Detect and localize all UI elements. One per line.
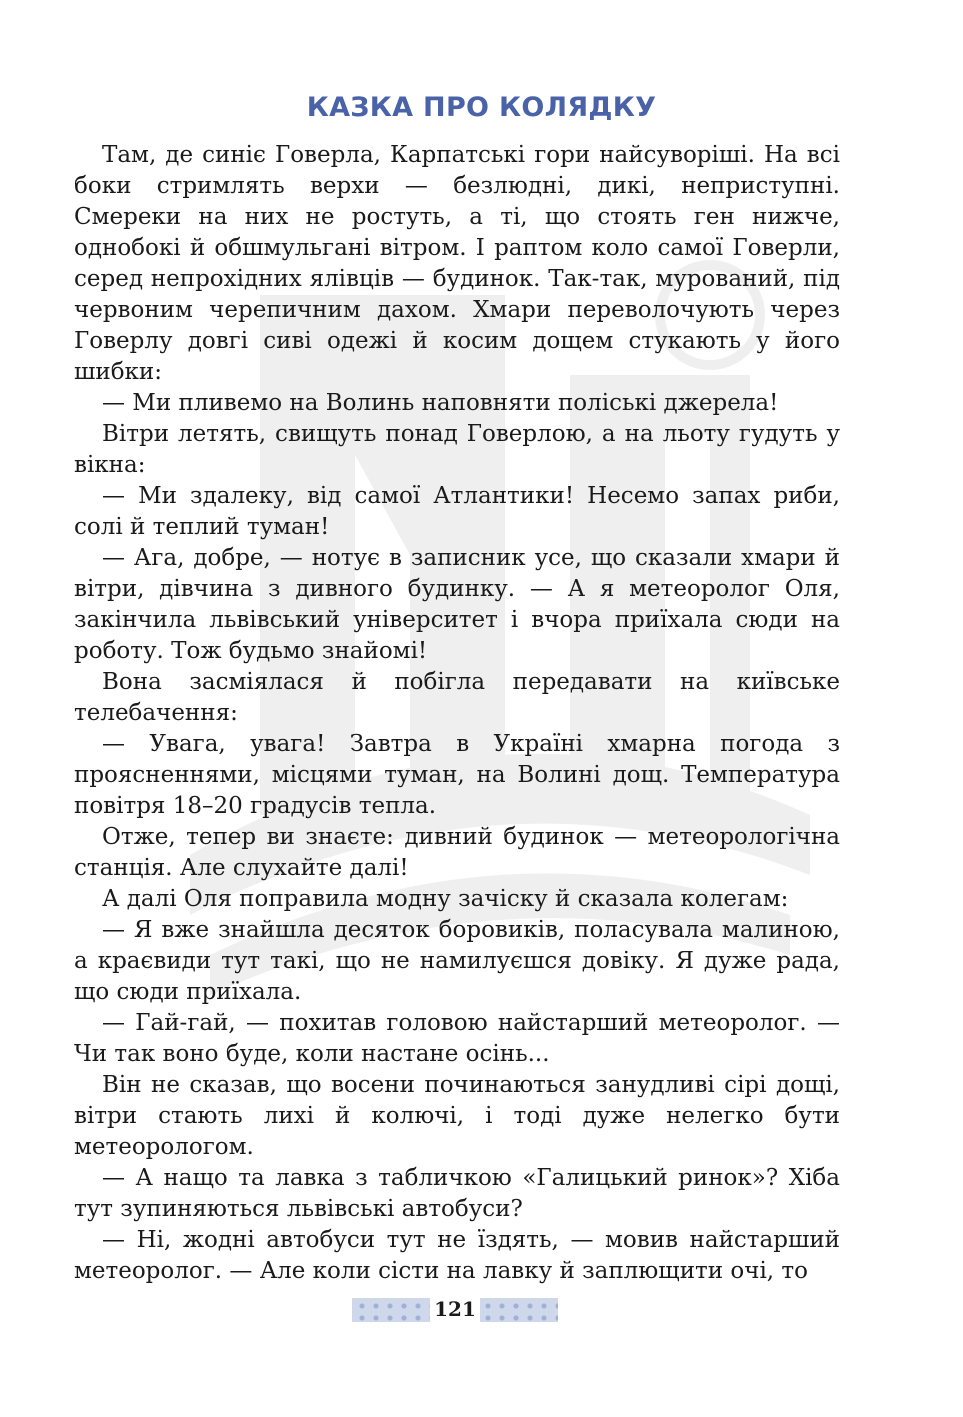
paragraph: — Гай-гай, — похитав головою найстарший метеоролог. — Чи так воно буде, коли настане осінь... [74, 1010, 840, 1067]
paragraph: Вітри летять, свищуть понад Говерлою, а на льоту гудуть у вікна: [74, 421, 840, 478]
paragraph: — Ми здалеку, від самої Атлантики! Несемо запах риби, солі й теплий туман! [74, 483, 840, 540]
paragraph: — Ні, жодні автобуси тут не їздять, — мовив найстарший метеоролог. — Але коли сісти на лавку й заплющити очі, то [74, 1227, 840, 1284]
paragraph: А далі Оля поправила модну зачіску й сказала колегам: [102, 886, 789, 912]
paragraph: — А нащо та лавка з табличкою «Галицький ринок»? Хіба тут зупиняються львівські автобуси? [74, 1165, 840, 1222]
paragraph: — Ага, добре, — нотує в записник усе, що сказали хмари й вітри, дівчина з дивного будинку. — А я метеоролог Оля, закінчила львівський університет і вчора приїхала сюди на роботу. Тож будьмо знайомі! [74, 545, 840, 664]
paragraph: — Я вже знайшла десяток боровиків, поласувала малиною, а краєвиди тут такі, що не намилуєшся довіку. Я дуже рада, що сюди приїхала. [74, 917, 840, 1005]
page-number: 121 [430, 1294, 480, 1324]
paragraph: — Увага, увага! Завтра в Україні хмарна погода з проясненнями, місцями туман, на Волині дощ. Температура повітря 18–20 градусів тепла. [74, 731, 840, 819]
paragraph: Там, де синіє Говерла, Карпатські гори найсуворіші. На всі боки стримлять верхи — безлюдні, дикі, неприступні. Смереки на них не ростуть, а ті, що стоять ген нижче, однобокі й обшмульгані вітром. І раптом коло самої Говерли, серед непрохідних ялівців — будинок. Так-так, мурований, під червоним черепичним дахом. Хмари переволочують через Говерлу довгі сиві одежі й косим дощем стукають у його шибки: [74, 142, 840, 385]
paragraph: Вона засміялася й побігла передавати на київське телебачення: [74, 669, 840, 726]
story-text [74, 140, 840, 1287]
paragraph: Отже, тепер ви знаєте: дивний будинок — метеорологічна станція. Але слухайте далі! [74, 824, 840, 881]
story-title: КАЗКА ПРО КОЛЯДКУ [306, 92, 657, 123]
paragraph: — Ми пливемо на Волинь наповняти поліські джерела! [102, 390, 779, 416]
paragraph: Він не сказав, що восени починаються занудливі сірі дощі, вітри стають лихі й колючі, і тоді дуже нелегко бути метеорологом. [74, 1072, 840, 1160]
page-footer [352, 1292, 558, 1328]
